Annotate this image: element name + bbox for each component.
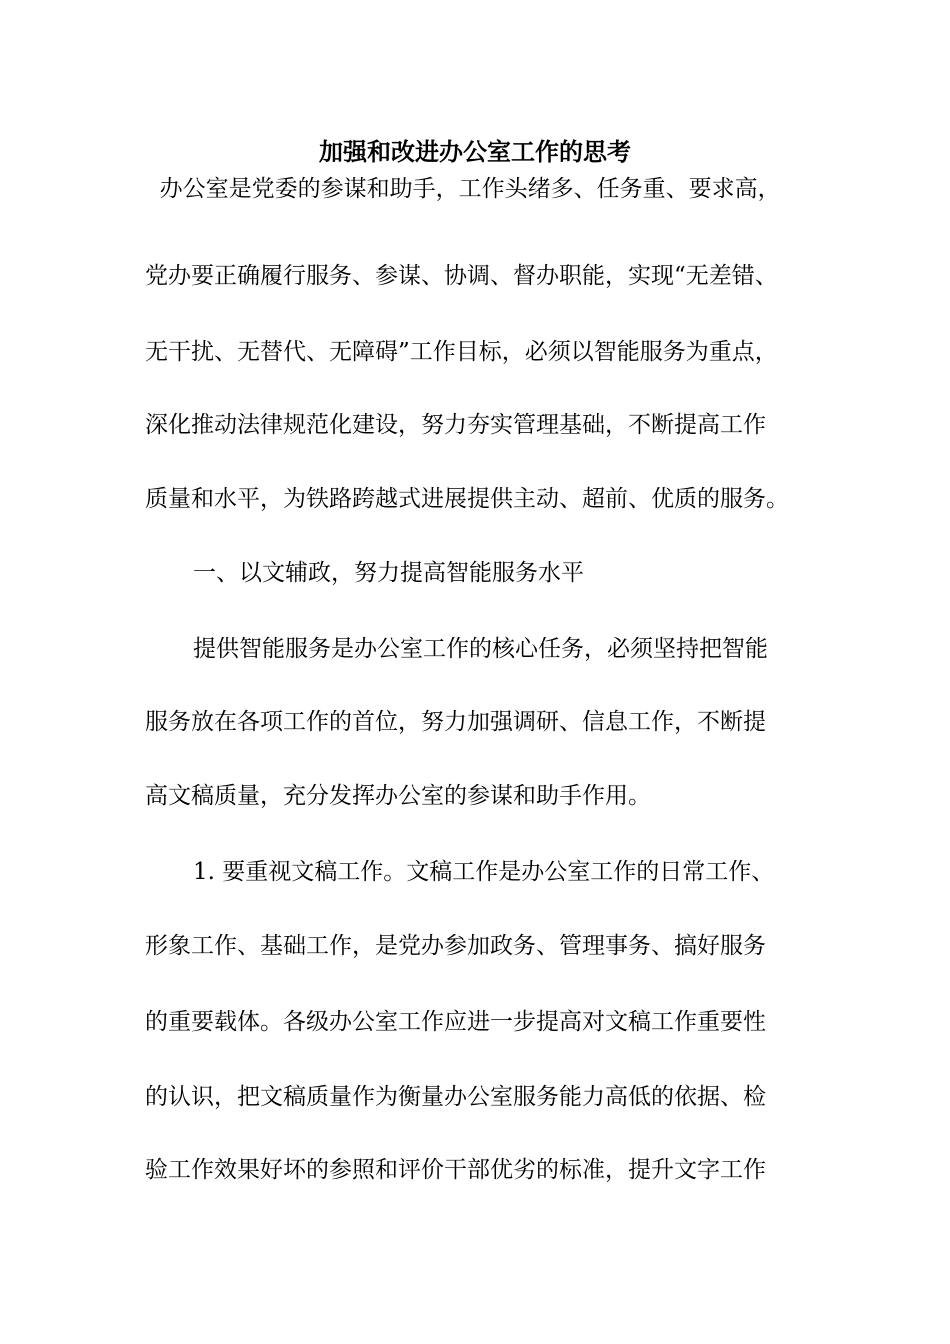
text-line-11: 形象工作、基础工作，是党办参加政务、管理事务、搞好服务 (145, 933, 766, 959)
text-line-12: 的重要载体。各级办公室工作应进一步提高对文稿工作重要性 (145, 1009, 766, 1035)
text-line-3: 无干扰、无替代、无障碍”工作目标，必须以智能服务为重点， (145, 339, 778, 365)
section-heading-1: 一、以文辅政，努力提高智能服务水平 (193, 560, 584, 586)
text-line-2: 党办要正确履行服务、参谋、协调、督办职能，实现“无差错、 (145, 263, 778, 289)
text-line-13: 的认识，把文稿质量作为衡量办公室服务能力高低的依据、检 (145, 1084, 766, 1110)
text-line-4: 深化推动法律规范化建设，努力夯实管理基础，不断提高工作 (145, 412, 766, 438)
text-line-7: 提供智能服务是办公室工作的核心任务，必须坚持把智能 (193, 636, 768, 662)
text-line-9: 高文稿质量，充分发挥办公室的参谋和助手作用。 (145, 783, 651, 809)
text-line-1: 办公室是党委的参谋和助手，工作头绪多、任务重、要求高， (145, 176, 781, 202)
text-line-10: 1. 要重视文稿工作。文稿工作是办公室工作的日常工作、 (193, 859, 775, 885)
text-line-5: 质量和水平，为铁路跨越式进展提供主动、超前、优质的服务。 (145, 486, 789, 512)
document-title: 加强和改进办公室工作的思考 (319, 137, 631, 166)
text-line-8: 服务放在各项工作的首位，努力加强调研、信息工作，不断提 (145, 709, 766, 735)
text-line-14: 验工作效果好坏的参照和评价干部优劣的标准，提升文字工作 (145, 1157, 766, 1183)
